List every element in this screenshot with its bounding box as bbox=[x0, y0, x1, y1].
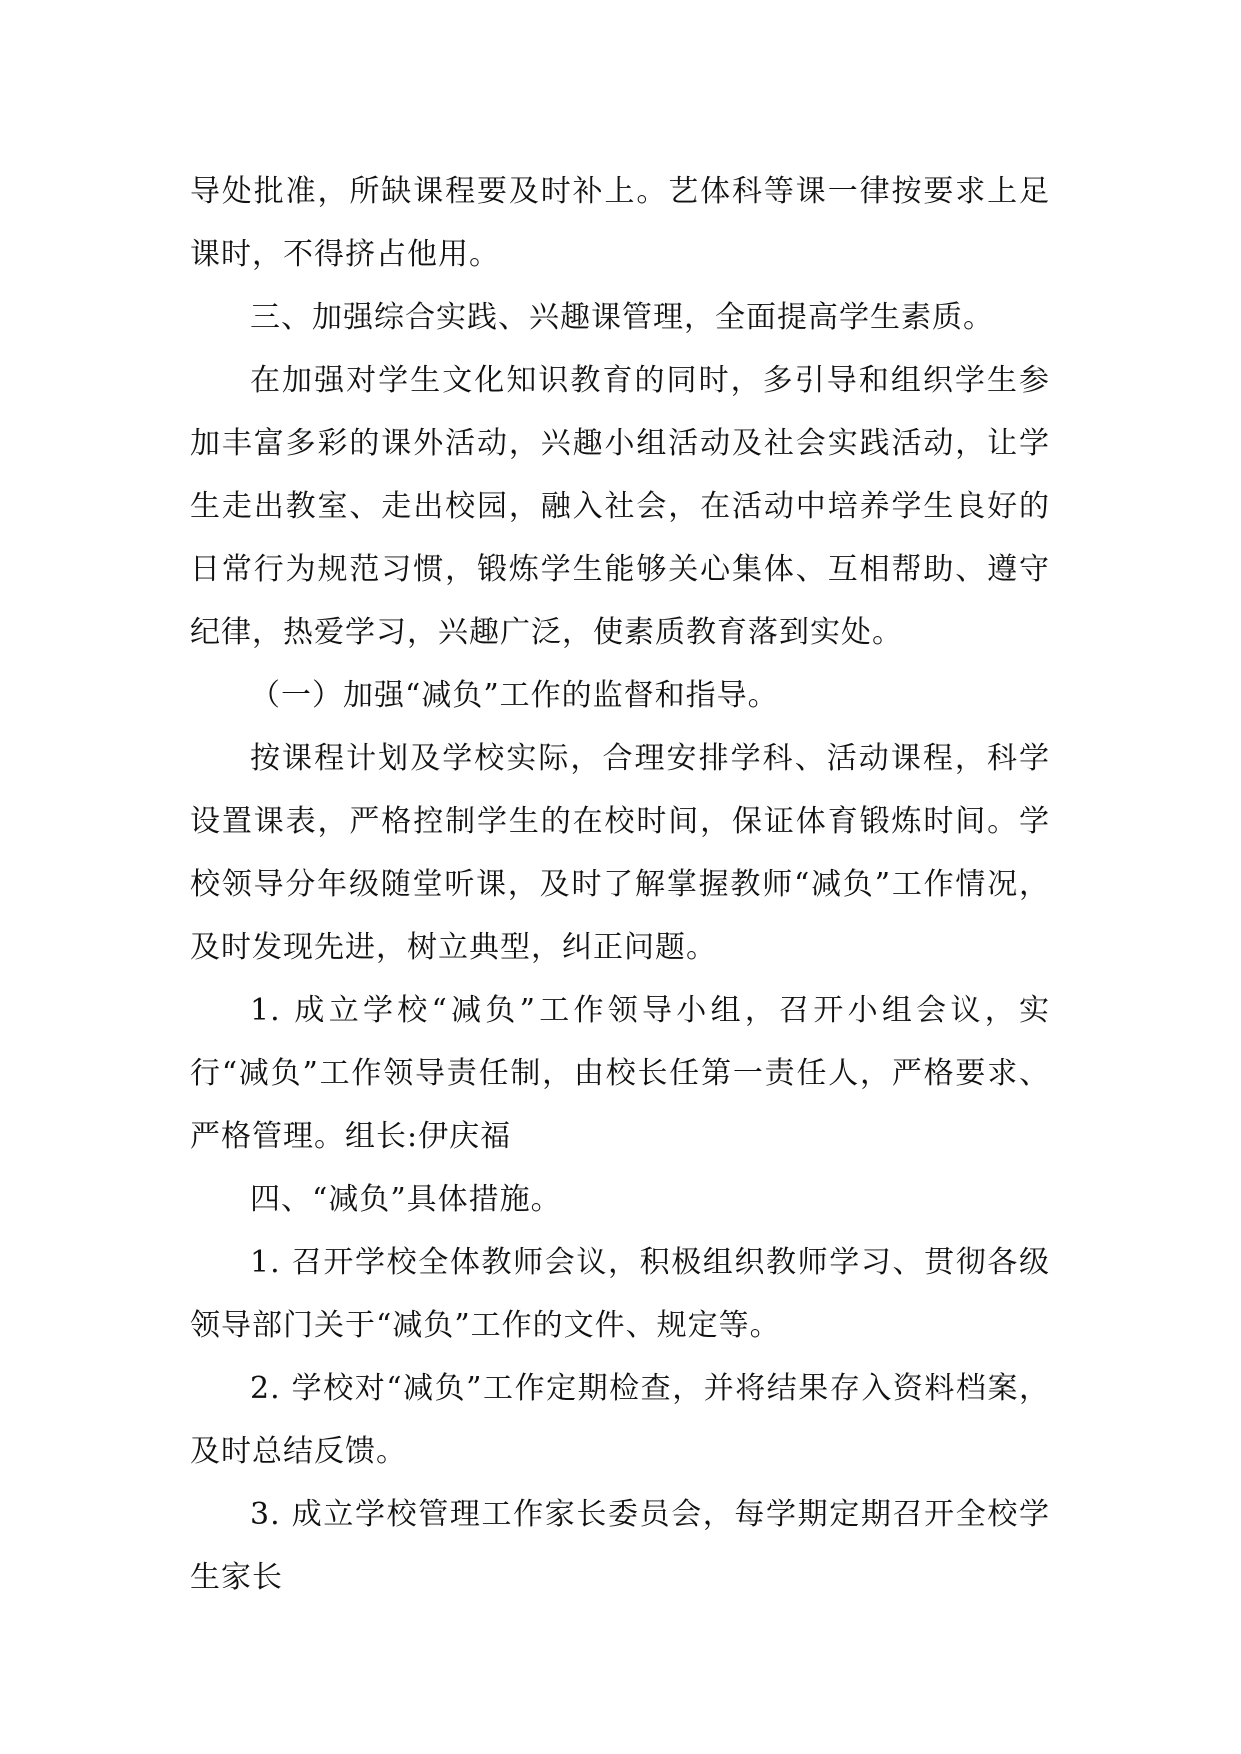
subsection-heading-1: （一）加强“减负”工作的监督和指导。 bbox=[250, 678, 779, 713]
paragraph-curriculum: 按课程计划及学校实际，合理安排学科、活动课程，科学设置课表，严格控制学生的在校时间，保证体育锻炼时间。学校领导分年级随堂听课，及时了解掌握教师“减负”工作情况，及时发现先进，树立典型，纠正问题。 bbox=[190, 741, 1050, 965]
section-heading-3: 三、加强综合实践、兴趣课管理，全面提高学生素质。 bbox=[250, 300, 994, 335]
paragraph-activities: 在加强对学生文化知识教育的同时，多引导和组织学生参加丰富多彩的课外活动，兴趣小组活动及社会实践活动，让学生走出教室、走出校园，融入社会，在活动中培养学生良好的日常行为规范习惯，锻炼学生能够关心集体、互相帮助、遵守纪律，热爱学习，兴趣广泛，使素质教育落到实处。 bbox=[190, 363, 1050, 650]
list-item-leadership-group: 1. 成立学校“减负”工作领导小组，召开小组会议，实行“减负”工作领导责任制，由校长任第一责任人，严格要求、严格管理。组长:伊庆福 bbox=[190, 993, 1050, 1154]
list-item-periodic-check: 2. 学校对“减负”工作定期检查，并将结果存入资料档案，及时总结反馈。 bbox=[190, 1371, 1050, 1469]
document-body bbox=[190, 160, 1050, 1609]
list-item-teacher-meeting: 1. 召开学校全体教师会议，积极组织教师学习、贯彻各级领导部门关于“减负”工作的文件、规定等。 bbox=[190, 1245, 1050, 1343]
paragraph-continuation: 导处批准，所缺课程要及时补上。艺体科等课一律按要求上足课时，不得挤占他用。 bbox=[190, 174, 1050, 272]
section-heading-4: 四、“减负”具体措施。 bbox=[250, 1182, 562, 1217]
list-item-parent-committee: 3. 成立学校管理工作家长委员会，每学期定期召开全校学生家长 bbox=[190, 1497, 1050, 1595]
